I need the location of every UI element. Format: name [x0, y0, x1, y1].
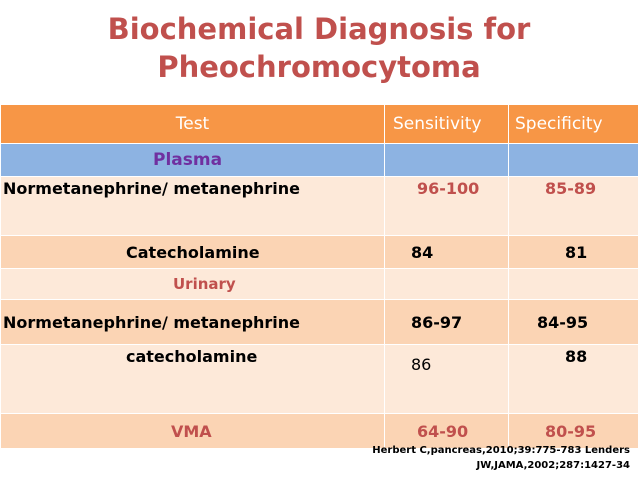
sensitivity-cell: 86-97	[385, 300, 509, 345]
section-cell-empty	[385, 144, 509, 177]
specificity-cell: 84-95	[509, 300, 638, 345]
table-row	[1, 177, 638, 236]
specificity-cell: 85-89	[509, 177, 638, 236]
header-row	[1, 105, 638, 144]
section-row-urinary	[1, 269, 638, 300]
section-row-plasma	[1, 144, 638, 177]
title-line-1: Biochemical Diagnosis for	[107, 12, 531, 46]
table-row	[1, 300, 638, 345]
test-cell: VMA	[1, 414, 385, 449]
test-cell: Normetanephrine/ metanephrine	[1, 300, 385, 345]
section-cell-empty	[385, 269, 509, 300]
sensitivity-cell: 86	[385, 345, 509, 414]
sensitivity-cell: 64-90	[385, 414, 509, 449]
header-specificity: Specificity	[509, 105, 638, 144]
test-cell: catecholamine	[1, 345, 385, 414]
table-row	[1, 345, 638, 414]
test-cell: Catecholamine	[1, 236, 385, 269]
specificity-cell: 81	[509, 236, 638, 269]
sensitivity-cell: 84	[385, 236, 509, 269]
citation	[372, 443, 630, 473]
specificity-cell: 88	[509, 345, 638, 414]
table-row	[1, 236, 638, 269]
section-label-plasma: Plasma	[1, 144, 385, 177]
title-line-2: Pheochromocytoma	[157, 50, 481, 84]
sensitivity-cell: 96-100	[385, 177, 509, 236]
citation-line-1: Herbert C,pancreas,2010;39:775-783 Lenders	[372, 445, 630, 456]
citation-line-2: JW,JAMA,2002;287:1427-34	[476, 460, 630, 471]
specificity-cell: 80-95	[509, 414, 638, 449]
section-cell-empty	[509, 144, 638, 177]
test-cell: Normetanephrine/ metanephrine	[1, 177, 385, 236]
section-label-urinary: Urinary	[1, 269, 385, 300]
slide-title	[0, 10, 638, 86]
diagnosis-table	[0, 104, 638, 449]
header-test: Test	[1, 105, 385, 144]
section-cell-empty	[509, 269, 638, 300]
header-sensitivity: Sensitivity	[385, 105, 509, 144]
